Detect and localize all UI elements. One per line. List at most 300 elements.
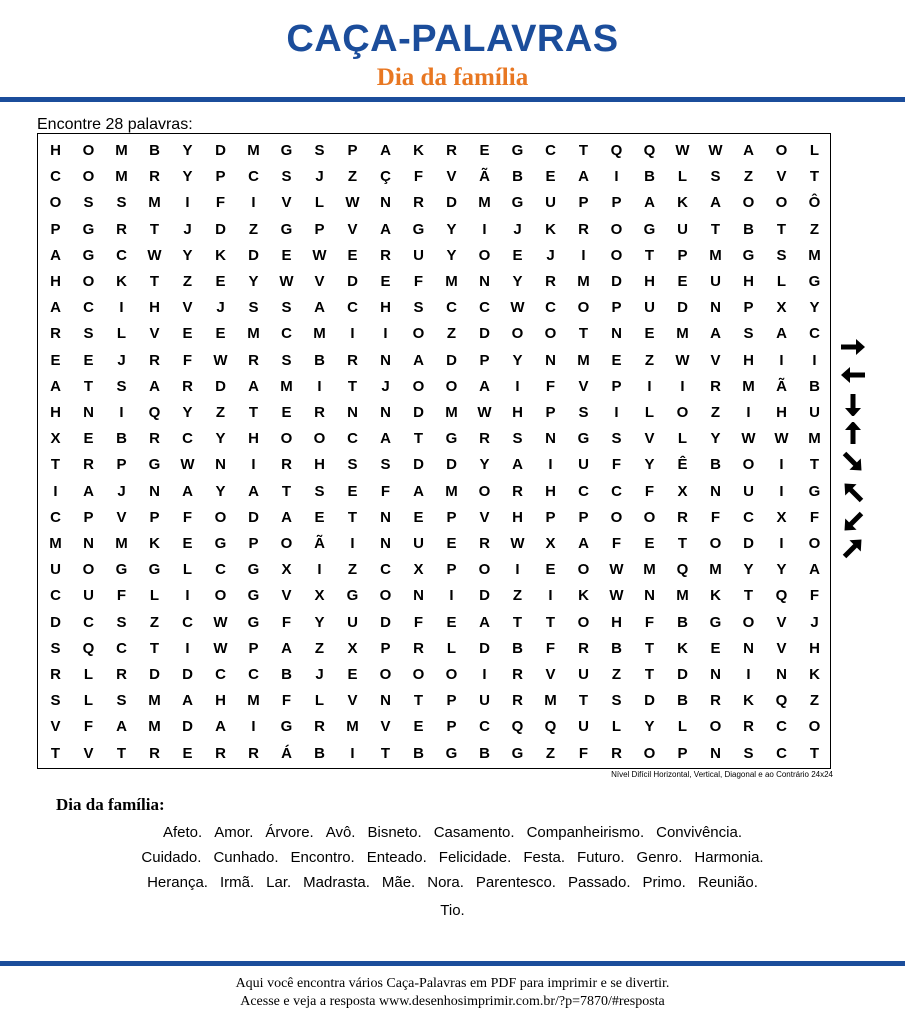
grid-letter: B: [644, 168, 655, 186]
grid-letter: W: [279, 273, 294, 290]
grid-letter: A: [710, 325, 721, 343]
grid-letter: V: [776, 168, 787, 186]
grid-letter: A: [314, 299, 325, 317]
grid-letter: M: [478, 194, 491, 212]
grid-letter: L: [149, 587, 160, 605]
grid-letter: G: [82, 246, 95, 264]
grid-letter: B: [611, 639, 622, 657]
grid-letter: R: [479, 535, 490, 552]
grid-letter: Y: [710, 430, 721, 448]
word-item: Herança.: [147, 874, 208, 891]
grid-letter: U: [677, 220, 688, 238]
grid-letter: A: [248, 482, 259, 500]
grid-letter: P: [545, 404, 556, 421]
grid-letter: Ã: [314, 535, 325, 552]
grid-letter: Y: [446, 246, 457, 264]
grid-letter: R: [149, 168, 160, 186]
grid-letter: O: [478, 482, 491, 500]
grid-letter: W: [213, 613, 228, 631]
grid-letter: C: [116, 639, 127, 657]
grid-letter: F: [611, 456, 622, 474]
grid-letter: E: [215, 325, 226, 343]
grid-letter: T: [281, 482, 292, 500]
grid-letter: R: [83, 456, 94, 474]
grid-letter: R: [446, 142, 457, 159]
grid-letter: Y: [644, 718, 655, 736]
grid-letter: Y: [512, 351, 523, 369]
grid-letter: I: [779, 535, 784, 552]
grid-letter: A: [182, 482, 193, 500]
grid-letter: A: [512, 456, 523, 474]
grid-letter: H: [776, 404, 787, 421]
grid-letter: Ô: [808, 194, 821, 212]
grid-letter: N: [545, 351, 556, 369]
grid-letter: R: [479, 430, 490, 448]
grid-letter: F: [644, 613, 655, 631]
grid-letter: O: [643, 744, 656, 762]
grid-letter: F: [116, 587, 127, 605]
grid-letter: W: [213, 351, 228, 369]
grid-letter: E: [314, 508, 325, 526]
grid-letter: G: [280, 718, 293, 736]
grid-letter: E: [50, 351, 61, 369]
grid-letter: Z: [644, 351, 655, 369]
grid-letter: M: [49, 535, 62, 552]
grid-letter: S: [578, 404, 589, 421]
grid-letter: U: [347, 613, 358, 631]
grid-letter: O: [775, 142, 788, 159]
grid-letter: C: [215, 561, 226, 579]
grid-letter: M: [445, 404, 458, 421]
grid-letter: Y: [743, 561, 754, 579]
word-item: Amor.: [214, 824, 254, 841]
grid-letter: U: [545, 194, 556, 212]
grid-letter: X: [347, 639, 358, 657]
grid-letter: S: [116, 194, 127, 212]
grid-letter: C: [545, 142, 556, 159]
grid-letter: A: [413, 351, 424, 369]
grid-letter: O: [82, 273, 95, 290]
word-item: Parentesco.: [475, 874, 556, 891]
grid-letter: Z: [710, 404, 721, 421]
grid-letter: S: [116, 613, 127, 631]
grid-letter: B: [677, 692, 688, 710]
word-item: Primo.: [642, 874, 686, 891]
grid-letter: R: [149, 430, 160, 448]
grid-letter: T: [743, 587, 754, 605]
grid-letter: C: [83, 613, 94, 631]
grid-letter: Z: [182, 273, 193, 290]
grid-letter: M: [577, 351, 590, 369]
grid-letter: W: [609, 561, 624, 579]
grid-letter: R: [50, 325, 61, 343]
grid-letter: T: [578, 325, 589, 343]
grid-letter: P: [248, 535, 259, 552]
grid-letter: X: [776, 299, 787, 317]
grid-letter: A: [380, 142, 391, 159]
grid-letter: P: [446, 718, 457, 736]
grid-letter: K: [743, 692, 754, 710]
grid-letter: Z: [215, 404, 226, 421]
grid-letter: R: [248, 744, 259, 762]
grid-letter: T: [149, 639, 160, 657]
top-divider: [0, 97, 905, 102]
grid-letter: C: [776, 744, 787, 762]
grid-letter: P: [215, 168, 226, 186]
grid-letter: F: [281, 613, 292, 631]
grid-letter: P: [380, 639, 391, 657]
word-item: Reunião.: [697, 874, 758, 891]
grid-letter: A: [248, 377, 259, 395]
arrow-down-right-icon: [838, 451, 868, 473]
grid-letter: I: [515, 561, 520, 579]
grid-letter: H: [743, 273, 754, 290]
word-list-title: Dia da família:: [56, 795, 165, 814]
grid-letter: M: [808, 430, 821, 448]
grid-letter: R: [347, 351, 358, 369]
grid-letter: Z: [545, 744, 556, 762]
grid-letter: K: [677, 639, 688, 657]
word-item: Madrasta.: [303, 874, 370, 891]
grid-letter: M: [313, 325, 326, 343]
grid-letter: S: [512, 430, 523, 448]
grid-letter: I: [548, 456, 553, 474]
grid-letter: O: [511, 325, 524, 343]
grid-letter: L: [446, 639, 457, 657]
grid-letter: L: [677, 430, 688, 448]
grid-letter: D: [248, 246, 259, 264]
word-item: Enteado.: [366, 849, 427, 866]
word-list-row: [40, 898, 865, 923]
grid-letter: U: [578, 666, 589, 683]
grid-letter: O: [280, 430, 293, 448]
grid-letter: G: [82, 220, 95, 238]
grid-letter: T: [809, 168, 820, 186]
grid-letter: E: [281, 404, 292, 421]
grid-letter: R: [248, 351, 259, 369]
grid-letter: M: [115, 535, 128, 552]
grid-letter: H: [743, 351, 754, 369]
arrow-right-icon: [838, 336, 868, 358]
grid-letter: N: [347, 404, 358, 421]
grid-letter: Ê: [677, 456, 688, 474]
grid-letter: T: [545, 613, 556, 631]
grid-letter: S: [281, 351, 292, 369]
grid-letter: E: [83, 351, 94, 369]
grid-letter: G: [280, 142, 293, 159]
word-item: Árvore.: [265, 824, 314, 841]
grid-letter: D: [743, 535, 754, 552]
grid-letter: H: [611, 613, 622, 631]
grid-letter: H: [512, 404, 523, 421]
grid-letter: Y: [479, 456, 490, 474]
grid-letter: B: [314, 744, 325, 762]
grid-letter: D: [182, 666, 193, 683]
grid-letter: T: [578, 142, 589, 159]
grid-letter: O: [577, 299, 590, 317]
grid-letter: Z: [149, 613, 160, 631]
grid-letter: G: [511, 142, 524, 159]
grid-letter: S: [743, 744, 754, 762]
grid-letter: A: [50, 377, 61, 395]
grid-letter: P: [545, 508, 556, 526]
word-list: [40, 820, 865, 923]
grid-letter: W: [345, 194, 360, 212]
grid-letter: R: [578, 639, 589, 657]
grid-letter: K: [578, 587, 589, 605]
word-item: Genro.: [636, 849, 683, 866]
grid-letter: B: [809, 377, 820, 395]
grid-letter: J: [183, 220, 192, 238]
bottom-divider: [0, 961, 905, 966]
grid-letter: D: [215, 377, 226, 395]
grid-letter: H: [644, 273, 655, 290]
grid-letter: O: [445, 666, 458, 683]
word-list-row: [40, 845, 865, 870]
grid-letter: O: [82, 561, 95, 579]
grid-letter: F: [182, 351, 193, 369]
grid-letter: Q: [82, 639, 95, 657]
grid-letter: R: [710, 377, 721, 395]
grid-letter: C: [182, 613, 193, 631]
grid-letter: H: [50, 404, 61, 421]
word-search-grid: [37, 133, 831, 769]
grid-letter: B: [281, 666, 292, 683]
grid-letter: C: [116, 246, 127, 264]
grid-letter: M: [247, 692, 260, 710]
grid-letter: S: [50, 639, 61, 657]
grid-letter: E: [380, 273, 391, 290]
grid-letter: N: [611, 325, 622, 343]
grid-letter: G: [247, 587, 260, 605]
grid-letter: W: [213, 639, 228, 657]
grid-letter: T: [776, 220, 787, 238]
word-item: Cunhado.: [213, 849, 279, 866]
word-item: Afeto.: [162, 824, 203, 841]
grid-letter: R: [215, 744, 226, 762]
grid-letter: F: [809, 508, 820, 526]
grid-letter: Z: [347, 561, 358, 579]
grid-letter: K: [413, 142, 424, 159]
grid-letter: I: [614, 168, 619, 186]
grid-letter: F: [215, 194, 226, 212]
grid-letter: J: [117, 482, 126, 500]
grid-letter: R: [512, 692, 523, 710]
grid-letter: F: [281, 692, 292, 710]
grid-letter: B: [512, 168, 523, 186]
grid-letter: C: [446, 299, 457, 317]
grid-letter: O: [709, 718, 722, 736]
grid-letter: S: [380, 456, 391, 474]
grid-letter: G: [115, 561, 128, 579]
grid-letter: E: [677, 273, 688, 290]
grid-letter: N: [545, 430, 556, 448]
grid-letter: M: [676, 325, 689, 343]
grid-letter: Q: [544, 718, 557, 736]
grid-letter: H: [809, 639, 820, 657]
grid-letter: V: [281, 194, 292, 212]
arrow-down-icon: [838, 394, 868, 416]
grid-letter: W: [675, 351, 690, 369]
grid-letter: Ç: [380, 168, 391, 186]
grid-letter: F: [545, 639, 556, 657]
grid-letter: I: [119, 404, 124, 421]
grid-letter: R: [281, 456, 292, 474]
grid-letter: E: [347, 246, 358, 264]
grid-letter: V: [281, 587, 292, 605]
grid-letter: F: [413, 168, 424, 186]
grid-letter: I: [119, 299, 124, 317]
grid-letter: M: [148, 194, 161, 212]
grid-letter: I: [449, 587, 454, 605]
grid-letter: I: [746, 666, 751, 683]
grid-letter: R: [611, 744, 622, 762]
grid-letter: V: [182, 299, 193, 317]
grid-letter: D: [446, 351, 457, 369]
grid-letter: P: [479, 351, 490, 369]
word-item: Mãe.: [381, 874, 416, 891]
grid-letter: T: [347, 508, 358, 526]
grid-letter: F: [413, 273, 424, 290]
grid-letter: Y: [248, 273, 259, 290]
grid-letter: S: [281, 299, 292, 317]
grid-letter: M: [676, 587, 689, 605]
grid-letter: F: [380, 482, 391, 500]
grid-letter: M: [742, 377, 755, 395]
grid-letter: C: [347, 299, 358, 317]
grid-letter: I: [614, 404, 619, 421]
grid-letter: T: [677, 535, 688, 552]
grid-letter: P: [248, 639, 259, 657]
grid-letter: Y: [182, 404, 193, 421]
grid-letter: X: [314, 587, 325, 605]
grid-letter: S: [314, 482, 325, 500]
grid-letter: T: [809, 456, 820, 474]
grid-letter: T: [347, 377, 358, 395]
grid-letter: I: [350, 325, 355, 343]
grid-letter: N: [380, 508, 391, 526]
grid-letter: O: [214, 508, 227, 526]
grid-letter: H: [149, 299, 160, 317]
grid-letter: Z: [512, 587, 523, 605]
grid-letter: P: [611, 299, 622, 317]
grid-letter: V: [347, 220, 358, 238]
grid-letter: A: [644, 194, 655, 212]
grid-letter: A: [710, 194, 721, 212]
arrow-up-right-icon: [838, 537, 868, 559]
word-item: Harmonia.: [694, 849, 764, 866]
grid-letter: O: [808, 535, 821, 552]
grid-letter: T: [50, 456, 61, 474]
grid-letter: L: [83, 692, 94, 710]
grid-letter: H: [314, 456, 325, 474]
grid-letter: C: [809, 325, 820, 343]
grid-letter: N: [380, 194, 391, 212]
grid-letter: V: [446, 168, 457, 186]
grid-letter: U: [83, 587, 94, 605]
grid-letter: X: [545, 535, 556, 552]
grid-letter: I: [647, 377, 652, 395]
grid-letter: N: [380, 351, 391, 369]
grid-letter: G: [577, 430, 590, 448]
grid-letter: A: [83, 482, 94, 500]
grid-letter: O: [82, 168, 95, 186]
grid-letter: E: [545, 168, 556, 186]
grid-letter: G: [808, 273, 821, 290]
grid-letter: E: [347, 482, 358, 500]
grid-letter: M: [544, 692, 557, 710]
grid-letter: M: [577, 273, 590, 290]
word-item: Avô.: [325, 824, 356, 841]
grid-letter: R: [149, 351, 160, 369]
grid-letter: G: [214, 535, 227, 552]
grid-letter: Q: [610, 142, 623, 159]
grid-letter: X: [413, 561, 424, 579]
grid-letter: Z: [809, 692, 820, 710]
grid-letter: O: [742, 613, 755, 631]
grid-letter: S: [116, 692, 127, 710]
grid-letter: O: [610, 220, 623, 238]
grid-letter: O: [478, 561, 491, 579]
grid-letter: O: [280, 535, 293, 552]
grid-letter: P: [743, 299, 754, 317]
grid-letter: H: [215, 692, 226, 710]
grid-letter: N: [380, 535, 391, 552]
grid-letter: W: [510, 299, 525, 317]
grid-letter: H: [248, 430, 259, 448]
grid-letter: N: [776, 666, 787, 683]
grid-letter: Z: [314, 639, 325, 657]
grid-letter: C: [248, 168, 259, 186]
word-item: Futuro.: [577, 849, 625, 866]
grid-letter: Q: [511, 718, 524, 736]
grid-letter: W: [477, 404, 492, 421]
grid-letter: J: [381, 377, 390, 395]
grid-letter: M: [247, 142, 260, 159]
grid-letter: C: [215, 666, 226, 683]
grid-letter: E: [215, 273, 226, 290]
grid-letter: R: [545, 273, 556, 290]
grid-letter: M: [247, 325, 260, 343]
grid-letter: W: [675, 142, 690, 159]
grid-letter: A: [743, 142, 754, 159]
grid-letter: D: [677, 666, 688, 683]
grid-letter: A: [776, 325, 787, 343]
grid-letter: G: [247, 613, 260, 631]
grid-letter: M: [709, 561, 722, 579]
grid-letter: I: [779, 351, 784, 369]
grid-letter: N: [710, 482, 721, 500]
arrow-left-icon: [838, 364, 868, 386]
grid-letter: I: [548, 587, 553, 605]
grid-letter: K: [710, 587, 721, 605]
grid-letter: Y: [215, 482, 226, 500]
grid-letter: S: [776, 246, 787, 264]
grid-letter: O: [379, 587, 392, 605]
grid-letter: K: [116, 273, 127, 290]
grid-letter: T: [710, 220, 721, 238]
word-item: Bisneto.: [367, 824, 422, 841]
grid-letter: D: [149, 666, 160, 683]
word-item: Tio.: [440, 902, 465, 919]
grid-letter: V: [710, 351, 721, 369]
grid-letter: G: [346, 587, 359, 605]
grid-letter: K: [677, 194, 688, 212]
grid-letter: Z: [743, 168, 754, 186]
grid-letter: G: [742, 246, 755, 264]
grid-letter: I: [779, 456, 784, 474]
grid-letter: W: [510, 535, 525, 552]
